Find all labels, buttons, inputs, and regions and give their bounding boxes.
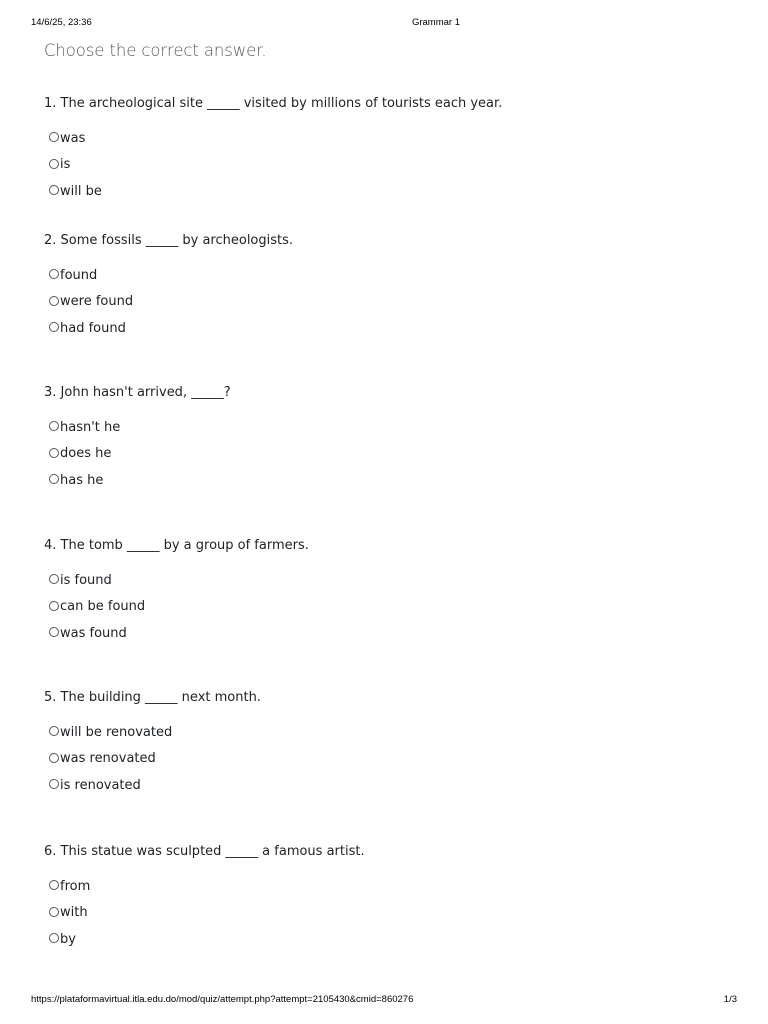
- answer-label: is: [60, 157, 71, 173]
- radio-button-icon[interactable]: [49, 421, 59, 431]
- radio-button-icon[interactable]: [49, 132, 59, 142]
- answer-option[interactable]: [49, 746, 724, 773]
- question-text: 6. This statue was sculpted _____ a famous artist.: [44, 844, 365, 859]
- answer-option[interactable]: [49, 467, 724, 494]
- answer-option[interactable]: [49, 900, 724, 927]
- answer-option[interactable]: [49, 315, 724, 342]
- print-page-title: Grammar 1: [411, 17, 461, 28]
- question-text: 4. The tomb _____ by a group of farmers.: [44, 538, 309, 553]
- radio-button-icon[interactable]: [49, 448, 59, 458]
- answer-option[interactable]: [49, 289, 724, 316]
- radio-button-icon[interactable]: [49, 322, 59, 332]
- answer-option[interactable]: [49, 178, 724, 205]
- answer-option[interactable]: [49, 414, 724, 441]
- print-datetime: 14/6/25, 23:36: [31, 17, 92, 28]
- print-header: [0, 17, 768, 31]
- answer-label: found: [60, 267, 98, 283]
- radio-button-icon[interactable]: [49, 627, 59, 637]
- question-5: [44, 690, 724, 799]
- answer-label: had found: [60, 320, 126, 336]
- radio-button-icon[interactable]: [49, 474, 59, 484]
- answer-label: will be: [60, 183, 102, 199]
- radio-button-icon[interactable]: [49, 185, 59, 195]
- radio-button-icon[interactable]: [49, 296, 59, 306]
- answer-label: by: [60, 931, 76, 947]
- print-footer: [0, 994, 768, 1008]
- radio-button-icon[interactable]: [49, 933, 59, 943]
- answer-label: hasn't he: [60, 419, 121, 435]
- quiz-instructions: Choose the correct answer.: [44, 41, 267, 60]
- answer-option[interactable]: [49, 152, 724, 179]
- answer-label: will be renovated: [60, 724, 173, 740]
- answer-option[interactable]: [49, 719, 724, 746]
- answer-label: were found: [60, 294, 134, 310]
- answer-list: [49, 567, 724, 647]
- answer-option[interactable]: [49, 441, 724, 468]
- answer-label: can be found: [60, 599, 146, 615]
- answer-label: with: [60, 905, 88, 921]
- answer-option[interactable]: [49, 772, 724, 799]
- radio-button-icon[interactable]: [49, 907, 59, 917]
- radio-button-icon[interactable]: [49, 159, 59, 169]
- answer-option[interactable]: [49, 873, 724, 900]
- question-2: [44, 233, 724, 342]
- radio-button-icon[interactable]: [49, 880, 59, 890]
- question-text: 3. John hasn't arrived, _____?: [44, 385, 231, 400]
- answer-label: was: [60, 130, 86, 146]
- answer-label: is renovated: [60, 777, 141, 793]
- answer-list: [49, 719, 724, 799]
- answer-option[interactable]: [49, 567, 724, 594]
- radio-button-icon[interactable]: [49, 753, 59, 763]
- radio-button-icon[interactable]: [49, 726, 59, 736]
- answer-option[interactable]: [49, 262, 724, 289]
- answer-option[interactable]: [49, 926, 724, 953]
- answer-list: [49, 873, 724, 953]
- answer-label: has he: [60, 472, 104, 488]
- question-text: 2. Some fossils _____ by archeologists.: [44, 233, 294, 248]
- radio-button-icon[interactable]: [49, 779, 59, 789]
- question-4: [44, 538, 724, 647]
- answer-list: [49, 125, 724, 205]
- question-text: 5. The building _____ next month.: [44, 690, 261, 705]
- question-6: [44, 844, 724, 953]
- radio-button-icon[interactable]: [49, 269, 59, 279]
- radio-button-icon[interactable]: [49, 574, 59, 584]
- question-1: [44, 96, 724, 205]
- answer-label: was renovated: [60, 751, 156, 767]
- radio-button-icon[interactable]: [49, 601, 59, 611]
- answer-label: from: [60, 878, 91, 894]
- print-url: https://plataformavirtual.itla.edu.do/mod/quiz/attempt.php?attempt=2105430&cmid=860276: [31, 994, 414, 1005]
- answer-list: [49, 414, 724, 494]
- answer-list: [49, 262, 724, 342]
- answer-label: is found: [60, 572, 112, 588]
- answer-option[interactable]: [49, 125, 724, 152]
- question-text: 1. The archeological site _____ visited by millions of tourists each year.: [44, 96, 503, 111]
- answer-label: does he: [60, 446, 112, 462]
- answer-label: was found: [60, 625, 127, 641]
- print-page-number: 1/3: [723, 994, 737, 1005]
- answer-option[interactable]: [49, 594, 724, 621]
- answer-option[interactable]: [49, 620, 724, 647]
- question-3: [44, 385, 724, 494]
